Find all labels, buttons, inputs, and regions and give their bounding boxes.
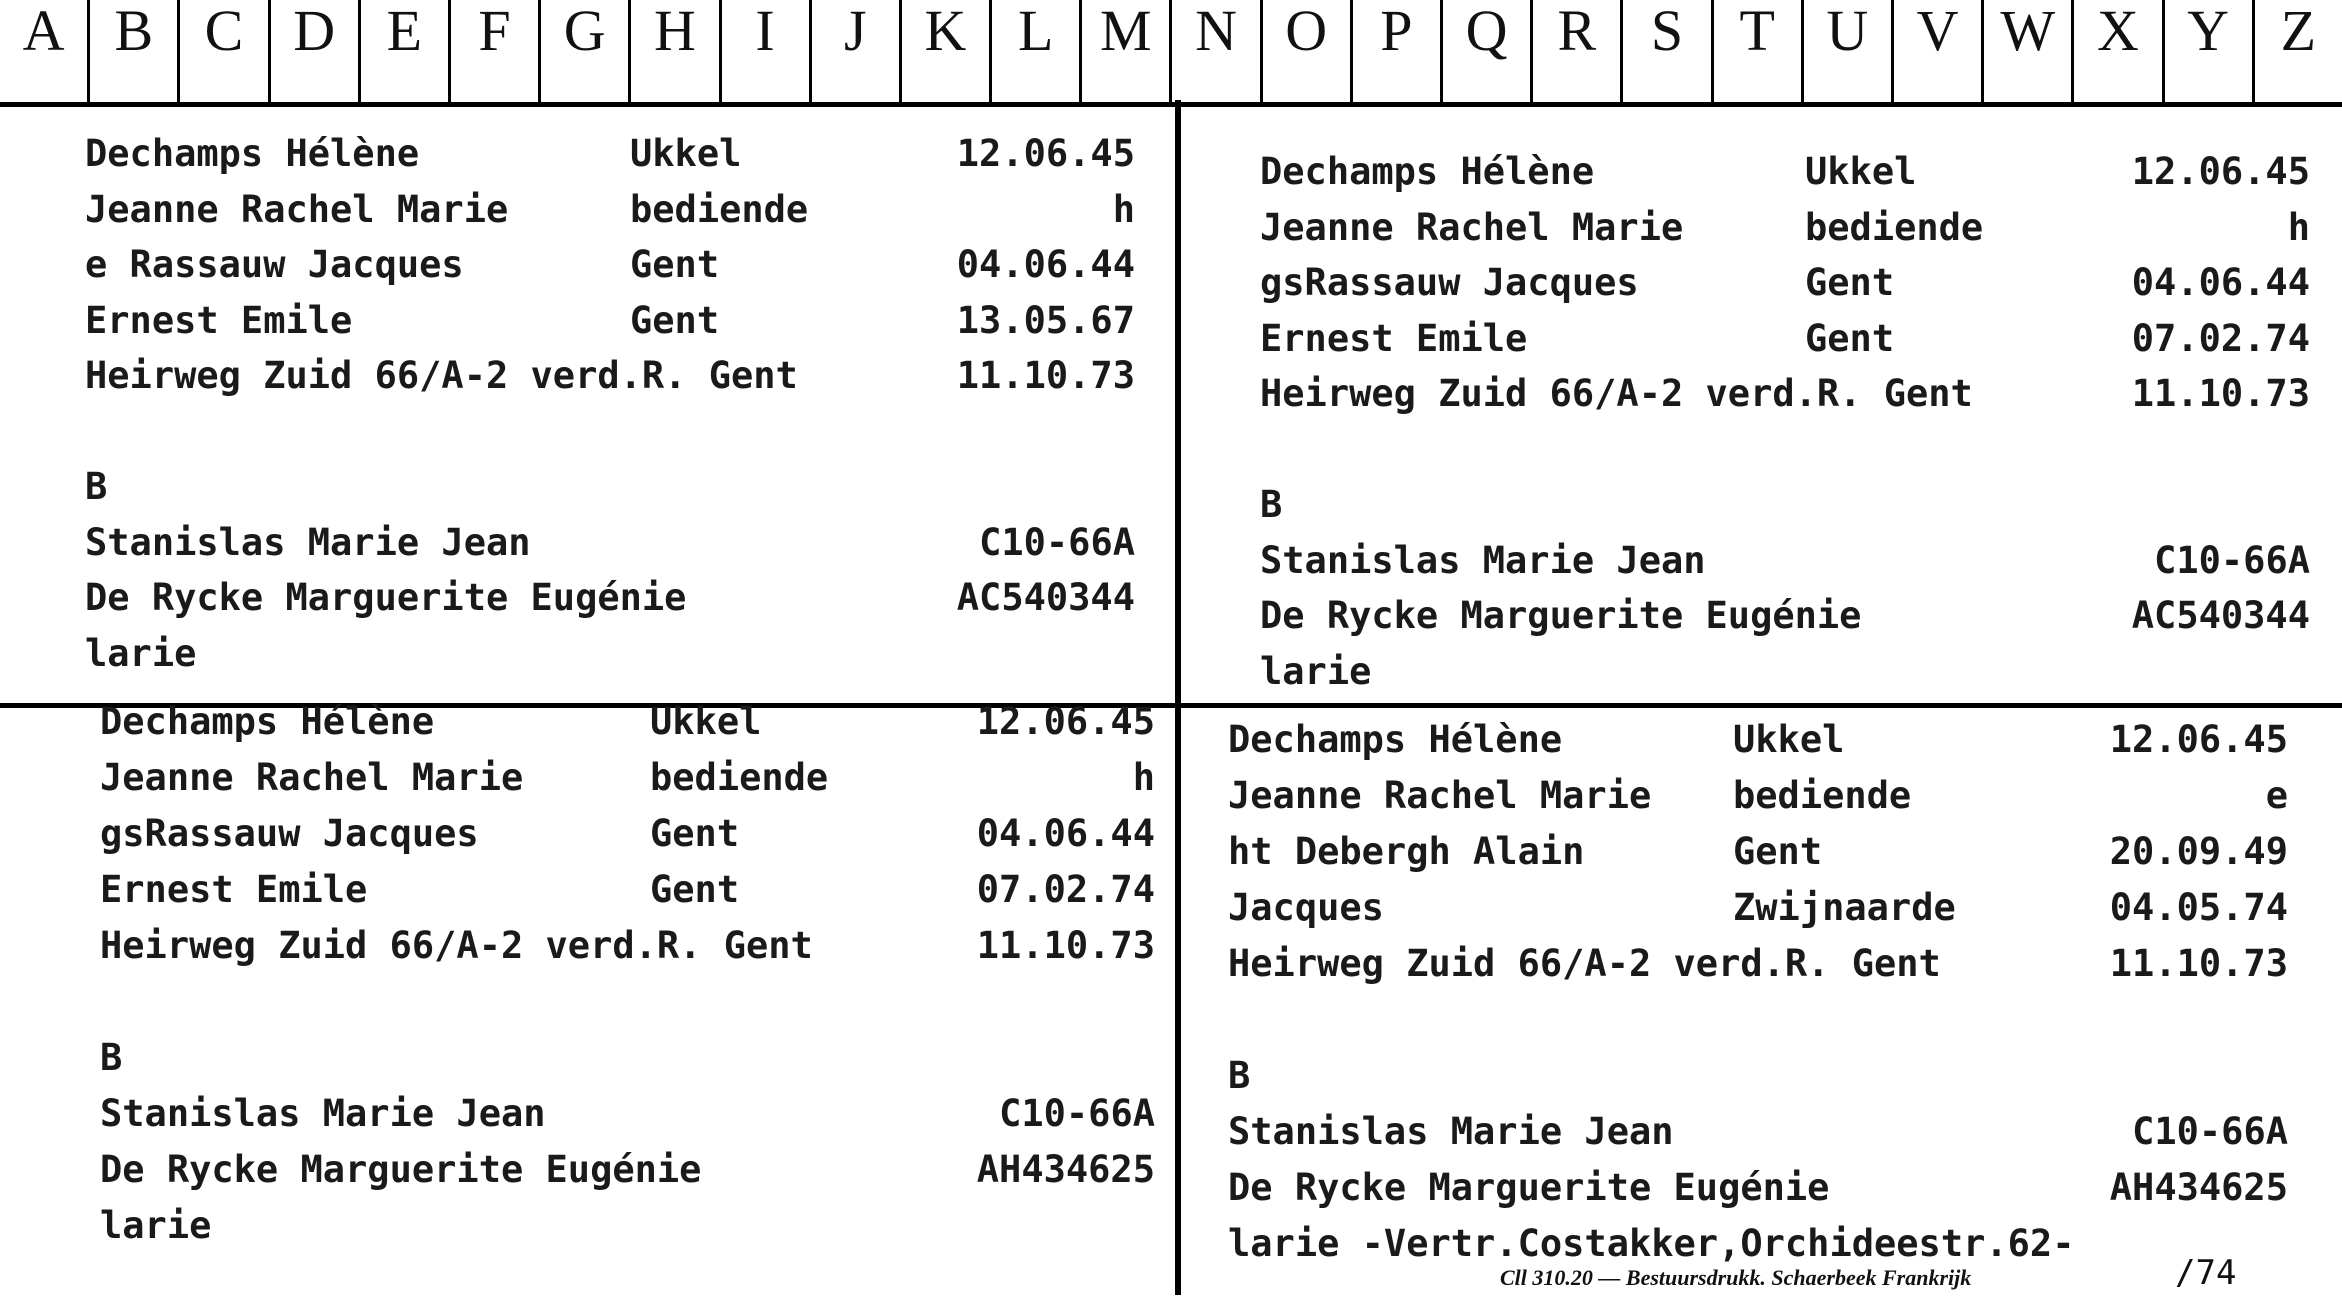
index-letter-h: H — [631, 0, 721, 102]
line-middle: bediende — [630, 187, 809, 231]
line-name: gsRassauw Jacques — [1260, 261, 1639, 304]
line-right-value: 07.02.74 — [2131, 316, 2310, 360]
line-name: Heirweg Zuid 66/A-2 verd.R. Gent — [1228, 942, 1941, 985]
index-letter-t: T — [1714, 0, 1804, 102]
index-letter-l: L — [992, 0, 1082, 102]
line-middle: Zwijnaarde — [1733, 886, 1956, 929]
line-name: Ernest Emile — [1260, 316, 1528, 360]
line-middle: Ukkel — [650, 700, 762, 743]
index-letter-g: G — [541, 0, 631, 102]
line-middle: bediende — [650, 756, 829, 799]
line-name: Ernest Emile — [100, 868, 368, 911]
line-right-value: 04.05.74 — [2109, 886, 2288, 929]
line-name: larie — [85, 631, 197, 675]
alphabet-index-row — [0, 0, 2342, 107]
line-name: gsRassauw Jacques — [100, 812, 479, 855]
line-name: larie — [100, 1204, 212, 1247]
line-right-value: C10-66A — [2154, 538, 2310, 582]
index-letter-f: F — [451, 0, 541, 102]
line-middle: Gent — [1805, 316, 1895, 360]
line-right-value: AC540344 — [2131, 594, 2310, 637]
line-right-value: 12.06.45 — [976, 700, 1155, 743]
index-letter-j: J — [812, 0, 902, 102]
line-middle: Gent — [650, 812, 740, 855]
index-letter-m: M — [1082, 0, 1172, 102]
line-right-value: 11.10.73 — [2131, 372, 2310, 415]
index-letter-e: E — [361, 0, 451, 102]
line-name: Dechamps Hélène — [100, 700, 435, 743]
line-name: Jacques — [1228, 886, 1384, 929]
line-name: Jeanne Rachel Marie — [100, 756, 524, 799]
line-name: B — [1260, 483, 1283, 526]
vertical-divider — [1175, 100, 1181, 1295]
index-letter-w: W — [1984, 0, 2074, 102]
line-name: Dechamps Hélène — [1260, 150, 1595, 193]
line-middle: Gent — [650, 868, 740, 911]
line-right-value: e — [2265, 774, 2288, 817]
line-right-value: 12.06.45 — [2109, 718, 2288, 761]
line-name: Stanislas Marie Jean — [1260, 538, 1706, 582]
line-middle: Gent — [630, 298, 720, 342]
line-name: ht Debergh Alain — [1228, 830, 1585, 873]
index-letter-d: D — [271, 0, 361, 102]
line-name: B — [100, 1036, 123, 1079]
index-letter-r: R — [1533, 0, 1623, 102]
line-right-value: 12.06.45 — [2131, 150, 2310, 193]
line-right-value: C10-66A — [2132, 1110, 2288, 1153]
line-middle: bediende — [1733, 774, 1912, 817]
line-name: Jeanne Rachel Marie — [85, 187, 509, 231]
index-letter-p: P — [1353, 0, 1443, 102]
line-name: Heirweg Zuid 66/A-2 verd.R. Gent — [100, 924, 813, 967]
line-name: Ernest Emile — [85, 298, 353, 342]
index-letter-q: Q — [1443, 0, 1533, 102]
line-name: Jeanne Rachel Marie — [1228, 774, 1652, 817]
line-name: larie -Vertr.Costakker,Orchideestr.62- — [1228, 1222, 2075, 1265]
line-name: De Rycke Marguerite Eugénie — [85, 576, 687, 619]
print-footer: Cll 310.20 — Bestuursdrukk. Schaerbeek Frankrijk — [1500, 1265, 1972, 1290]
line-middle: Gent — [1805, 261, 1895, 304]
line-name: De Rycke Marguerite Eugénie — [1260, 594, 1862, 637]
line-right-value: AC540344 — [956, 576, 1135, 619]
line-name: Jeanne Rachel Marie — [1260, 205, 1684, 249]
line-name: De Rycke Marguerite Eugénie — [100, 1148, 702, 1191]
line-name: Heirweg Zuid 66/A-2 verd.R. Gent — [85, 354, 798, 397]
line-middle: Ukkel — [1805, 150, 1917, 193]
line-right-value: 11.10.73 — [976, 924, 1155, 967]
line-name: Stanislas Marie Jean — [1228, 1110, 1674, 1153]
line-right-value: AH434625 — [2109, 1166, 2288, 1209]
index-letter-n: N — [1172, 0, 1262, 102]
index-letter-c: C — [180, 0, 270, 102]
line-name: B — [1228, 1054, 1251, 1097]
line-name: Stanislas Marie Jean — [85, 520, 531, 564]
index-letter-x: X — [2074, 0, 2164, 102]
index-letter-b: B — [90, 0, 180, 102]
line-right-value: 20.09.49 — [2109, 830, 2288, 873]
line-name: B — [85, 465, 108, 508]
handwritten-date: /74 — [2175, 1253, 2237, 1293]
line-name: Dechamps Hélène — [1228, 718, 1563, 761]
record-card-bottom-left — [100, 700, 1160, 1260]
index-letter-s: S — [1623, 0, 1713, 102]
index-letter-k: K — [902, 0, 992, 102]
line-name: e Rassauw Jacques — [85, 243, 464, 286]
line-name: Stanislas Marie Jean — [100, 1092, 546, 1135]
line-middle: Gent — [630, 243, 720, 286]
record-card-top-right — [1260, 150, 2320, 700]
index-letter-y: Y — [2165, 0, 2255, 102]
index-letter-i: I — [722, 0, 812, 102]
line-name: Heirweg Zuid 66/A-2 verd.R. Gent — [1260, 372, 1973, 415]
index-letter-u: U — [1804, 0, 1894, 102]
line-name: Dechamps Hélène — [85, 132, 420, 175]
index-letter-o: O — [1263, 0, 1353, 102]
line-right-value: AH434625 — [976, 1148, 1155, 1191]
record-card-bottom-right — [1228, 718, 2328, 1278]
line-right-value: 12.06.45 — [956, 132, 1135, 175]
index-letter-a: A — [0, 0, 90, 102]
index-letter-z: Z — [2280, 0, 2316, 63]
line-middle: bediende — [1805, 205, 1984, 249]
record-card-top-left — [85, 132, 1155, 692]
line-middle: Ukkel — [630, 132, 742, 175]
line-right-value: 07.02.74 — [976, 868, 1155, 911]
line-right-value: h — [2287, 205, 2310, 249]
line-name: De Rycke Marguerite Eugénie — [1228, 1166, 1830, 1209]
line-middle: Gent — [1733, 830, 1823, 873]
line-middle: Ukkel — [1733, 718, 1845, 761]
line-right-value: 13.05.67 — [956, 298, 1135, 342]
line-right-value: 11.10.73 — [2109, 942, 2288, 985]
line-right-value: 04.06.44 — [2131, 261, 2310, 304]
line-right-value: h — [1112, 187, 1135, 231]
line-right-value: h — [1132, 756, 1155, 799]
line-right-value: 04.06.44 — [956, 243, 1135, 286]
line-right-value: C10-66A — [979, 520, 1135, 564]
line-right-value: 11.10.73 — [956, 354, 1135, 397]
line-right-value: 04.06.44 — [976, 812, 1155, 855]
line-name: larie — [1260, 649, 1372, 693]
index-letter-v: V — [1894, 0, 1984, 102]
line-right-value: C10-66A — [999, 1092, 1155, 1135]
